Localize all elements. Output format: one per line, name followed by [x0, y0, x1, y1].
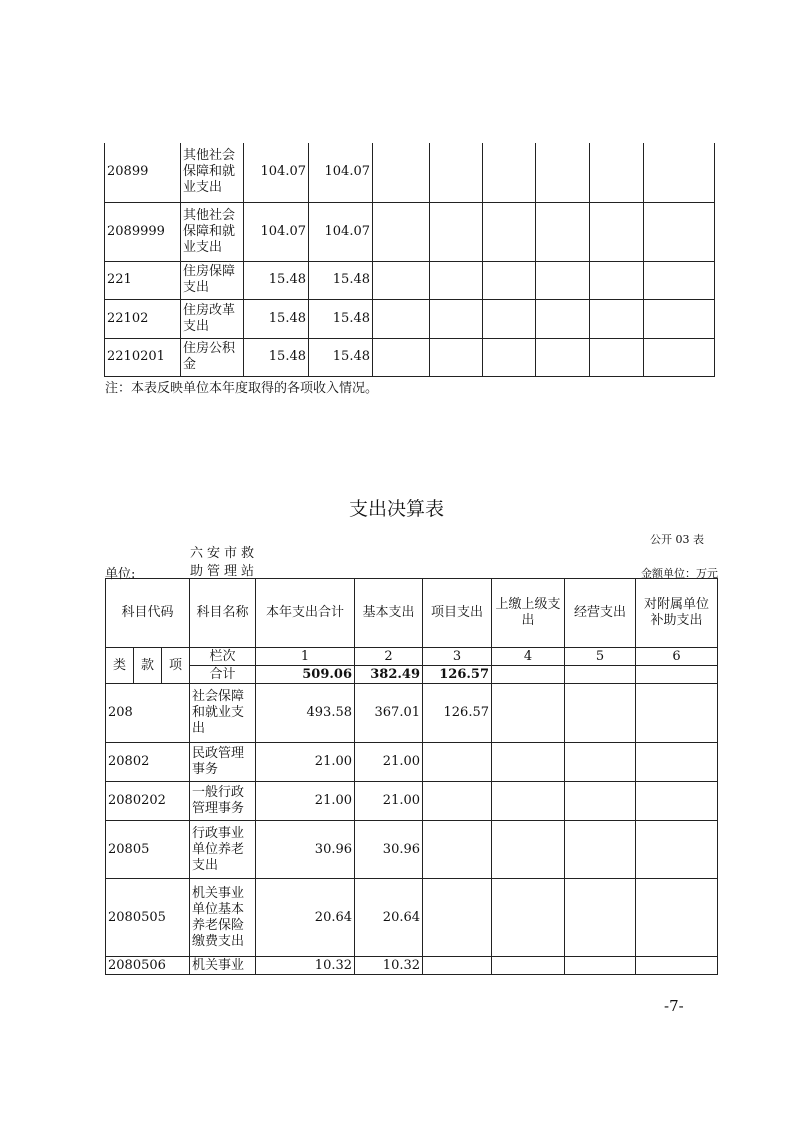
- name-cell: 住房改革支出: [181, 299, 244, 338]
- value-cell: 104.07: [309, 202, 373, 261]
- name-cell: 住房公积金: [181, 338, 244, 376]
- code-cell: 221: [105, 261, 181, 299]
- value-cell: 15.48: [309, 261, 373, 299]
- basic-cell: 21.00: [355, 782, 423, 821]
- project-cell: 126.57: [423, 684, 492, 743]
- table-row: [106, 957, 718, 975]
- table-row: [106, 743, 718, 782]
- col-no-2: 2: [355, 648, 423, 666]
- value-cell: 15.48: [244, 299, 309, 338]
- total-cell: 21.00: [256, 743, 355, 782]
- basic-cell: 30.96: [355, 821, 423, 879]
- basic-cell: 21.00: [355, 743, 423, 782]
- total-cell: 21.00: [256, 782, 355, 821]
- total-cell: 10.32: [256, 957, 355, 975]
- table-row: [105, 261, 715, 299]
- header-lanci: 栏次: [190, 648, 256, 666]
- table-row: [105, 202, 715, 261]
- total-cell: 30.96: [256, 821, 355, 879]
- unit-label: 单位:: [105, 567, 136, 582]
- table-row: [106, 821, 718, 879]
- basic-cell: 20.64: [355, 879, 423, 957]
- value-cell: 15.48: [309, 338, 373, 376]
- code-cell: 22102: [105, 299, 181, 338]
- value-cell: 104.07: [244, 202, 309, 261]
- table-row: [105, 143, 715, 202]
- table-row: [106, 684, 718, 743]
- project-value: 126.57: [423, 666, 492, 684]
- col-no-6: 6: [636, 648, 718, 666]
- name-cell: 机关事业: [190, 957, 256, 975]
- header-name: 科目名称: [190, 579, 256, 648]
- header-upper: 上缴上级支出: [492, 579, 565, 648]
- table-row: [105, 338, 715, 376]
- code-cell: 2080505: [106, 879, 190, 957]
- code-cell: 2080506: [106, 957, 190, 975]
- value-cell: 15.48: [309, 299, 373, 338]
- basic-value: 382.49: [355, 666, 423, 684]
- page-title: 支出决算表: [348, 498, 444, 520]
- project-cell: [423, 782, 492, 821]
- header-code: 科目代码: [106, 579, 190, 648]
- code-cell: 2089999: [105, 202, 181, 261]
- value-cell: 15.48: [244, 338, 309, 376]
- name-cell: 一般行政管理事务: [190, 782, 256, 821]
- col-no-4: 4: [492, 648, 565, 666]
- header-lei: 类: [106, 648, 134, 684]
- header-xiang: 项: [162, 648, 190, 684]
- col-no-1: 1: [256, 648, 355, 666]
- value-cell: 104.07: [309, 143, 373, 202]
- column-number-row: [106, 648, 718, 666]
- header-subsidy: 对附属单位补助支出: [636, 579, 718, 648]
- code-cell: 20899: [105, 143, 181, 202]
- basic-cell: 10.32: [355, 957, 423, 975]
- name-cell: 民政管理事务: [190, 743, 256, 782]
- income-table-continuation: [104, 143, 715, 377]
- total-value: 509.06: [256, 666, 355, 684]
- table-note: 注：本表反映单位本年度取得的各项收入情况。: [105, 381, 379, 396]
- table-row: [105, 299, 715, 338]
- header-kuan: 款: [134, 648, 162, 684]
- code-cell: 20802: [106, 743, 190, 782]
- total-label: 合计: [190, 666, 256, 684]
- header-project: 项目支出: [423, 579, 492, 648]
- name-cell: 行政事业单位养老支出: [190, 821, 256, 879]
- name-cell: 住房保障支出: [181, 261, 244, 299]
- basic-cell: 367.01: [355, 684, 423, 743]
- table-row: [106, 879, 718, 957]
- header-row: [106, 579, 718, 648]
- code-cell: 20805: [106, 821, 190, 879]
- amount-unit: 金额单位：万元: [641, 567, 718, 580]
- name-cell: 其他社会保障和就业支出: [181, 202, 244, 261]
- name-cell: 社会保障和就业支出: [190, 684, 256, 743]
- project-cell: [423, 743, 492, 782]
- col-no-5: 5: [565, 648, 636, 666]
- table-row: [106, 782, 718, 821]
- expenditure-table: [105, 578, 718, 975]
- name-cell: 其他社会保障和就业支出: [181, 143, 244, 202]
- header-business: 经营支出: [565, 579, 636, 648]
- page-number: -7-: [664, 997, 684, 1015]
- total-row: [106, 666, 718, 684]
- code-cell: 2080202: [106, 782, 190, 821]
- unit-name: 六安市救助管理站: [190, 546, 259, 579]
- total-cell: 493.58: [256, 684, 355, 743]
- code-cell: 208: [106, 684, 190, 743]
- header-total: 本年支出合计: [256, 579, 355, 648]
- total-cell: 20.64: [256, 879, 355, 957]
- project-cell: [423, 821, 492, 879]
- form-number: 公开 03 表: [650, 533, 704, 546]
- name-cell: 机关事业单位基本养老保险缴费支出: [190, 879, 256, 957]
- project-cell: [423, 879, 492, 957]
- col-no-3: 3: [423, 648, 492, 666]
- header-basic: 基本支出: [355, 579, 423, 648]
- value-cell: 104.07: [244, 143, 309, 202]
- value-cell: 15.48: [244, 261, 309, 299]
- project-cell: [423, 957, 492, 975]
- code-cell: 2210201: [105, 338, 181, 376]
